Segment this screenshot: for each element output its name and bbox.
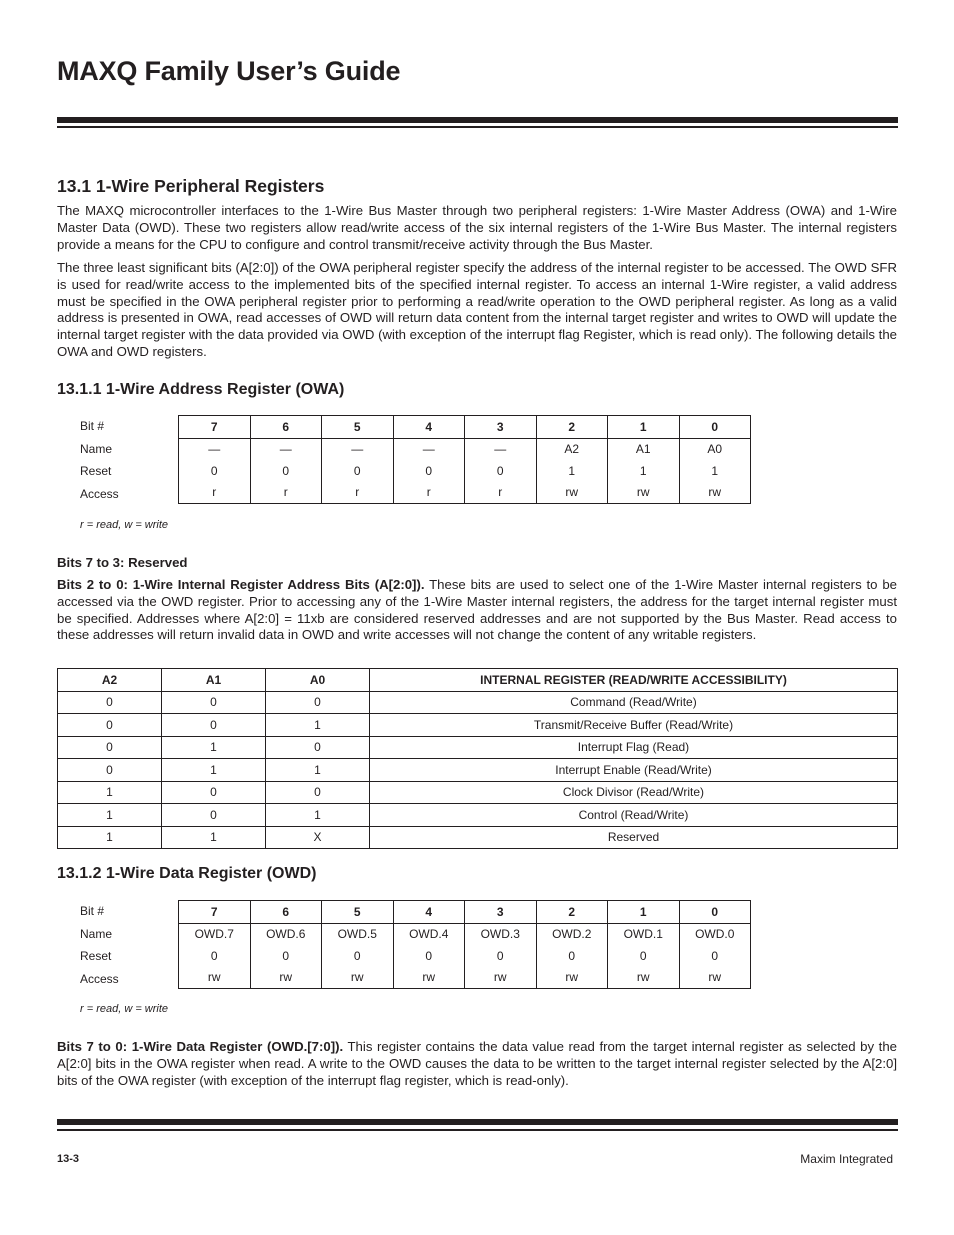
owa-name-row	[179, 438, 751, 460]
owa-reset-cell: 1	[679, 460, 751, 482]
owd-access-cell: rw	[179, 967, 251, 989]
owa-name-cell: —	[179, 438, 251, 460]
owd-bit-cell: 2	[536, 901, 608, 924]
addr-cell: Reserved	[370, 826, 898, 849]
addr-cell: 0	[58, 691, 162, 714]
owd-reset-cell: 0	[465, 945, 537, 967]
bit-label: Bit #	[80, 419, 105, 433]
bits-7-0-lead: Bits 7 to 0: 1-Wire Data Register (OWD.[7:0]).	[57, 1039, 344, 1054]
table-row	[58, 736, 898, 759]
name-label: Name	[80, 441, 113, 456]
owa-access-cell: rw	[536, 482, 608, 504]
table-row	[58, 826, 898, 849]
footer-rule-thin	[57, 1129, 898, 1131]
owd-access-cell: rw	[608, 967, 680, 989]
addr-cell: X	[266, 826, 370, 849]
table-row	[58, 759, 898, 782]
owd-access-cell: rw	[322, 967, 394, 989]
owa-reset-cell: 0	[393, 460, 465, 482]
section-heading: 13.1 1-Wire Peripheral Registers	[57, 176, 325, 196]
addr-header-row	[58, 669, 898, 692]
owd-access-cell: rw	[250, 967, 322, 989]
addr-cell: 0	[162, 804, 266, 827]
owd-bit-cell: 5	[322, 901, 394, 924]
footer-rule-thick	[57, 1119, 898, 1125]
owd-register-table	[178, 900, 751, 989]
owd-name-cell: OWD.4	[393, 923, 465, 945]
owa-name-cell: —	[322, 438, 394, 460]
owd-name-cell: OWD.2	[536, 923, 608, 945]
addr-cell: 1	[266, 804, 370, 827]
addr-cell: 1	[58, 826, 162, 849]
owd-bit-cell: 0	[679, 901, 751, 924]
owa-name-cell: —	[393, 438, 465, 460]
table-row	[58, 714, 898, 737]
owd-reset-cell: 0	[536, 945, 608, 967]
page-number: 13-3	[57, 1153, 80, 1165]
bits-7-0-paragraph	[57, 1039, 897, 1089]
owa-reset-cell: 0	[179, 460, 251, 482]
owa-name-cell: —	[465, 438, 537, 460]
addr-cell: 0	[266, 781, 370, 804]
name-label: Name	[80, 926, 113, 941]
owa-access-cell: r	[393, 482, 465, 504]
owa-name-cell: A1	[608, 438, 680, 460]
owa-reset-cell: 0	[322, 460, 394, 482]
owd-reset-cell: 0	[608, 945, 680, 967]
owd-name-cell: OWD.0	[679, 923, 751, 945]
company-name: Maxim Integrated	[800, 1152, 893, 1166]
owa-reset-cell: 0	[250, 460, 322, 482]
bits-2-0-text: These bits are used to select one of the 1-Wire Master internal registers to be accessed via the OWD register. Prior to accessing any of the 1-Wire Master internal registers, the address for the target internal register must be specified. Addresses where A[2:0] = 11xb are considered reserved addresses and are not supported by the Bus Master. Read access to these addresses will return invalid data in OWD and write accesses will not change the content of any writable registers.	[57, 577, 897, 643]
addr-cell: 1	[162, 826, 266, 849]
addr-cell: 0	[58, 714, 162, 737]
owd-name-cell: OWD.7	[179, 923, 251, 945]
addr-cell: 0	[58, 736, 162, 759]
owa-bit-cell: 6	[250, 416, 322, 439]
owd-name-cell: OWD.3	[465, 923, 537, 945]
addr-cell: Clock Divisor (Read/Write)	[370, 781, 898, 804]
bits-7-3-heading: Bits 7 to 3: Reserved	[57, 555, 188, 570]
addr-cell: 0	[162, 781, 266, 804]
reset-label: Reset	[80, 949, 112, 963]
owd-name-row	[179, 923, 751, 945]
owd-reset-cell: 0	[393, 945, 465, 967]
owa-reset-cell: 1	[536, 460, 608, 482]
addr-cell: Interrupt Enable (Read/Write)	[370, 759, 898, 782]
bits-7-0-text: This register contains the data value read from the target internal register as selected by the A[2:0] bits in the OWA register when read. A write to the OWD causes the data to be written to the target internal register selected by the A[2:0] bits of the OWA register (with exception of the interrupt flag register, which is read-only).	[57, 1039, 897, 1088]
owd-reset-cell: 0	[679, 945, 751, 967]
owd-reset-cell: 0	[322, 945, 394, 967]
addr-header-a0: A0	[266, 669, 370, 692]
owd-access-cell: rw	[679, 967, 751, 989]
owd-access-cell: rw	[393, 967, 465, 989]
addr-cell: 1	[58, 781, 162, 804]
addr-cell: 0	[266, 691, 370, 714]
owa-access-note: r = read, w = write	[80, 519, 169, 531]
addr-cell: 1	[162, 736, 266, 759]
owa-heading: 13.1.1 1-Wire Address Register (OWA)	[57, 381, 345, 398]
bits-2-0-paragraph	[57, 577, 897, 644]
addr-cell: 1	[266, 714, 370, 737]
owa-access-cell: r	[250, 482, 322, 504]
owa-register-table	[178, 415, 751, 504]
table-row	[58, 781, 898, 804]
addr-cell: Transmit/Receive Buffer (Read/Write)	[370, 714, 898, 737]
owd-reset-cell: 0	[250, 945, 322, 967]
access-label: Access	[80, 486, 119, 501]
addr-cell: 0	[58, 759, 162, 782]
owd-access-cell: rw	[536, 967, 608, 989]
owd-name-cell: OWD.6	[250, 923, 322, 945]
access-label: Access	[80, 971, 119, 986]
owa-reset-cell: 1	[608, 460, 680, 482]
owa-bit-cell: 7	[179, 416, 251, 439]
owa-name-cell: A0	[679, 438, 751, 460]
owa-bit-row	[179, 416, 751, 439]
table-row	[58, 804, 898, 827]
owa-access-cell: rw	[608, 482, 680, 504]
owd-name-cell: OWD.5	[322, 923, 394, 945]
owd-bit-cell: 7	[179, 901, 251, 924]
bit-label: Bit #	[80, 904, 105, 918]
owd-bit-cell: 1	[608, 901, 680, 924]
addr-cell: 1	[58, 804, 162, 827]
owa-name-cell: —	[250, 438, 322, 460]
owa-name-cell: A2	[536, 438, 608, 460]
owa-reset-cell: 0	[465, 460, 537, 482]
addr-cell: Interrupt Flag (Read)	[370, 736, 898, 759]
addr-header-a1: A1	[162, 669, 266, 692]
owd-heading: 13.1.2 1-Wire Data Register (OWD)	[57, 865, 317, 882]
owa-access-cell: r	[465, 482, 537, 504]
owd-bit-cell: 3	[465, 901, 537, 924]
header-rule-thin	[57, 126, 898, 128]
addr-cell: 0	[162, 714, 266, 737]
addr-header-a2: A2	[58, 669, 162, 692]
owa-access-row	[179, 482, 751, 504]
owa-access-cell: rw	[679, 482, 751, 504]
owd-bit-cell: 6	[250, 901, 322, 924]
addr-cell: Control (Read/Write)	[370, 804, 898, 827]
owa-row-labels	[80, 415, 119, 505]
addr-cell: 1	[266, 759, 370, 782]
owd-bit-cell: 4	[393, 901, 465, 924]
owd-reset-cell: 0	[179, 945, 251, 967]
owa-bit-cell: 3	[465, 416, 537, 439]
owa-bit-cell: 5	[322, 416, 394, 439]
owa-bit-cell: 4	[393, 416, 465, 439]
addr-cell: 0	[266, 736, 370, 759]
page-title: MAXQ Family User’s Guide	[57, 56, 401, 86]
table-row	[58, 691, 898, 714]
intro-paragraph: The MAXQ microcontroller interfaces to the 1-Wire Bus Master through two peripheral registers: 1-Wire Master Address (OWA) and 1-Wire Master Data (OWD). These two registers allow read/write access of the six internal registers of the 1-Wire Bus Master. The internal registers provide a means for the CPU to configure and control transmit/receive activity through the Bus Master.	[57, 203, 897, 252]
owd-access-row	[179, 967, 751, 989]
owa-bit-cell: 2	[536, 416, 608, 439]
owd-access-note: r = read, w = write	[80, 1003, 169, 1015]
address-paragraph: The three least significant bits (A[2:0]) of the OWA peripheral register specify the address of the internal register to be accessed. The OWD SFR is used for read/write access to the implemented bits of the specified internal register. To access an internal 1-Wire register, a valid address must be specified in the OWA peripheral register prior to performing a read/write operation to the OWD peripheral register. As long as a valid address is presented in OWA, read accesses of OWD will return data content from the internal target register and writes to OWD will update the internal target register with the data provided via OWD (with exception of the interrupt flag Register, which is read only). The following details the OWA and OWD registers.	[57, 260, 897, 359]
addr-cell: 1	[162, 759, 266, 782]
header-rule-thick	[57, 117, 898, 123]
owa-access-cell: r	[179, 482, 251, 504]
owa-reset-row	[179, 460, 751, 482]
owa-bit-cell: 1	[608, 416, 680, 439]
owd-row-labels	[80, 900, 119, 990]
addr-cell: Command (Read/Write)	[370, 691, 898, 714]
owa-access-cell: r	[322, 482, 394, 504]
owd-reset-row	[179, 945, 751, 967]
addr-cell: 0	[162, 691, 266, 714]
owd-name-cell: OWD.1	[608, 923, 680, 945]
bits-2-0-lead: Bits 2 to 0: 1-Wire Internal Register Address Bits (A[2:0]).	[57, 577, 425, 592]
owa-bit-cell: 0	[679, 416, 751, 439]
reset-label: Reset	[80, 464, 112, 478]
internal-register-address-table	[57, 668, 898, 849]
owd-access-cell: rw	[465, 967, 537, 989]
addr-header-register: INTERNAL REGISTER (READ/WRITE ACCESSIBILITY)	[370, 669, 898, 692]
owd-bit-row	[179, 901, 751, 924]
